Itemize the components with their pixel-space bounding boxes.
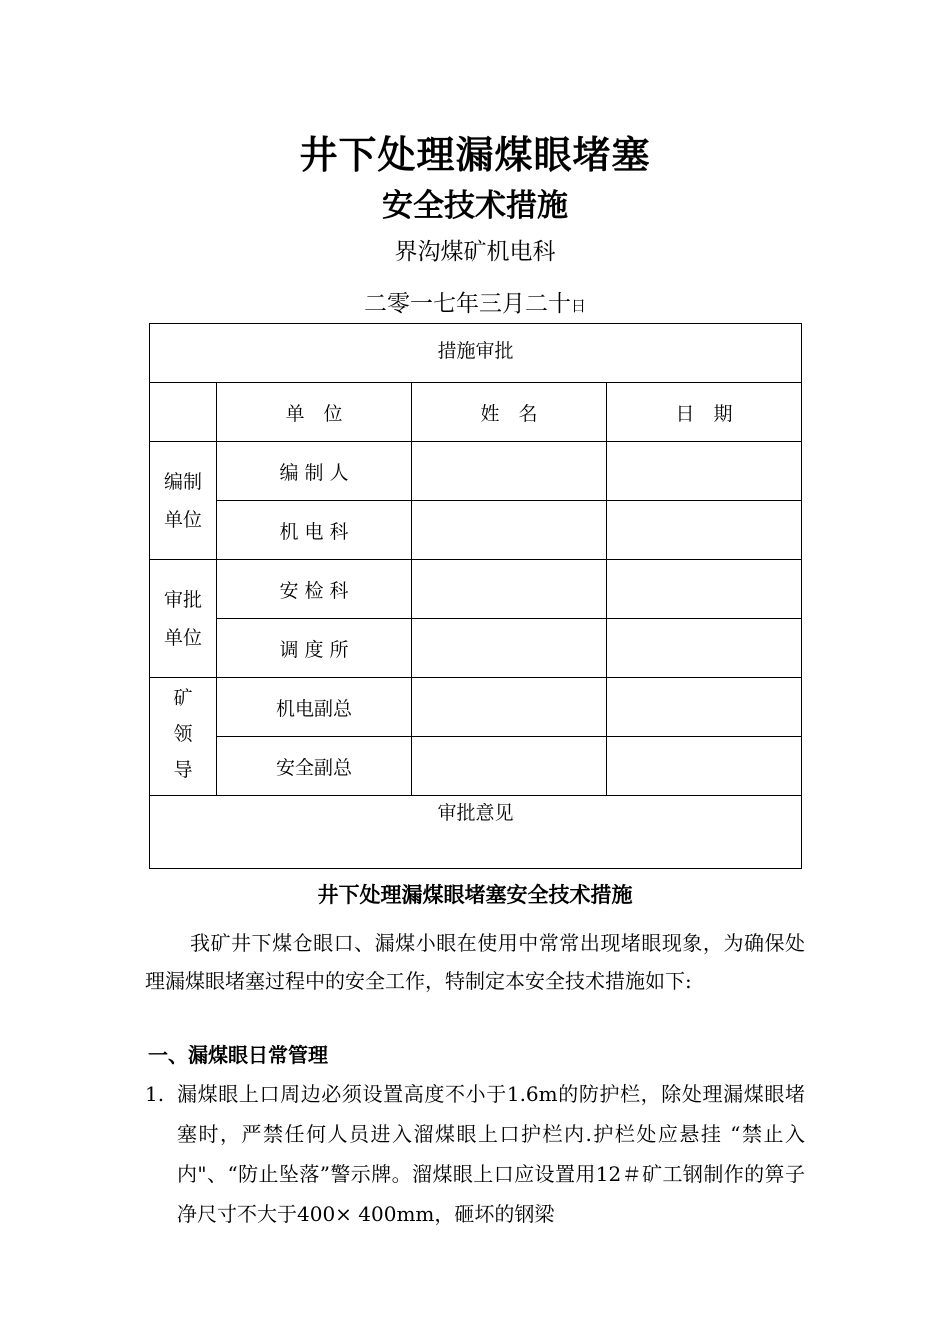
cover-date [0,285,950,318]
group-label-leaders [150,678,217,796]
cover-subtitle: 安全技术措施 [382,188,568,224]
group-label-compile [150,442,217,560]
document-title: 井下处理漏煤眼堵塞安全技术措施 [317,882,633,907]
name-cell[interactable] [412,619,607,678]
date-cell[interactable] [607,619,802,678]
date-cell[interactable] [607,560,802,619]
row-unit-deputy-safety: 安全副总 [217,737,412,796]
approval-opinion-label: 审批意见 [437,802,514,824]
name-cell[interactable] [412,560,607,619]
group-label-compile-text: 编制单位 [163,470,202,531]
approval-caption: 措施审批 [437,340,514,362]
header-date: 日 期 [607,383,802,442]
header-unit: 单 位 [217,383,412,442]
cover-date-suffix: 日 [570,297,586,315]
date-cell[interactable] [607,678,802,737]
group-label-leaders-text: 矿领导 [173,687,193,781]
date-cell[interactable] [607,737,802,796]
row-unit-dispatch: 调 度 所 [217,619,412,678]
row-unit-compiler: 编 制 人 [217,442,412,501]
name-cell[interactable] [412,678,607,737]
intro-paragraph: 我矿井下煤仓眼口、漏煤小眼在使用中常常出现堵眼现象，为确保处理漏煤眼堵塞过程中的安全工作，特制定本安全技术措施如下: [145,931,805,993]
name-cell[interactable] [412,442,607,501]
cover-department: 界沟煤矿机电科 [394,239,556,265]
row-unit-deputy-electromech: 机电副总 [217,678,412,737]
group-label-approve [150,560,217,678]
date-cell[interactable] [607,501,802,560]
approval-table [149,323,802,869]
list-item-number: 1. [145,1082,165,1106]
row-unit-electromech: 机 电 科 [217,501,412,560]
list-item-1 [145,1074,805,1234]
group-label-approve-text: 审批单位 [163,588,202,649]
list-item-text: 漏煤眼上口周边必须设置高度不小于1.6m的防护栏，除处理漏煤眼堵塞时，严禁任何人员进入溜煤眼上口护栏内.护栏处应悬挂 “禁止入内"、“防止坠落”警示牌。溜煤眼上口应设置用12＃矿工钢制作的箅子净尺寸不大于400× 400mm，砸坏的钢梁 [177,1082,805,1226]
name-cell[interactable] [412,501,607,560]
approval-opinion-cell[interactable] [150,796,802,869]
row-unit-safety-inspection: 安 检 科 [217,560,412,619]
name-cell[interactable] [412,737,607,796]
cover-title: 井下处理漏煤眼堵塞 [299,132,651,177]
approval-caption-cell [150,324,802,383]
cover-date-main: 二零一七年三月二十 [363,291,571,317]
date-cell[interactable] [607,442,802,501]
section-heading-1: 一、漏煤眼日常管理 [148,1043,328,1067]
header-name: 姓 名 [412,383,607,442]
header-blank-cell [150,383,217,442]
